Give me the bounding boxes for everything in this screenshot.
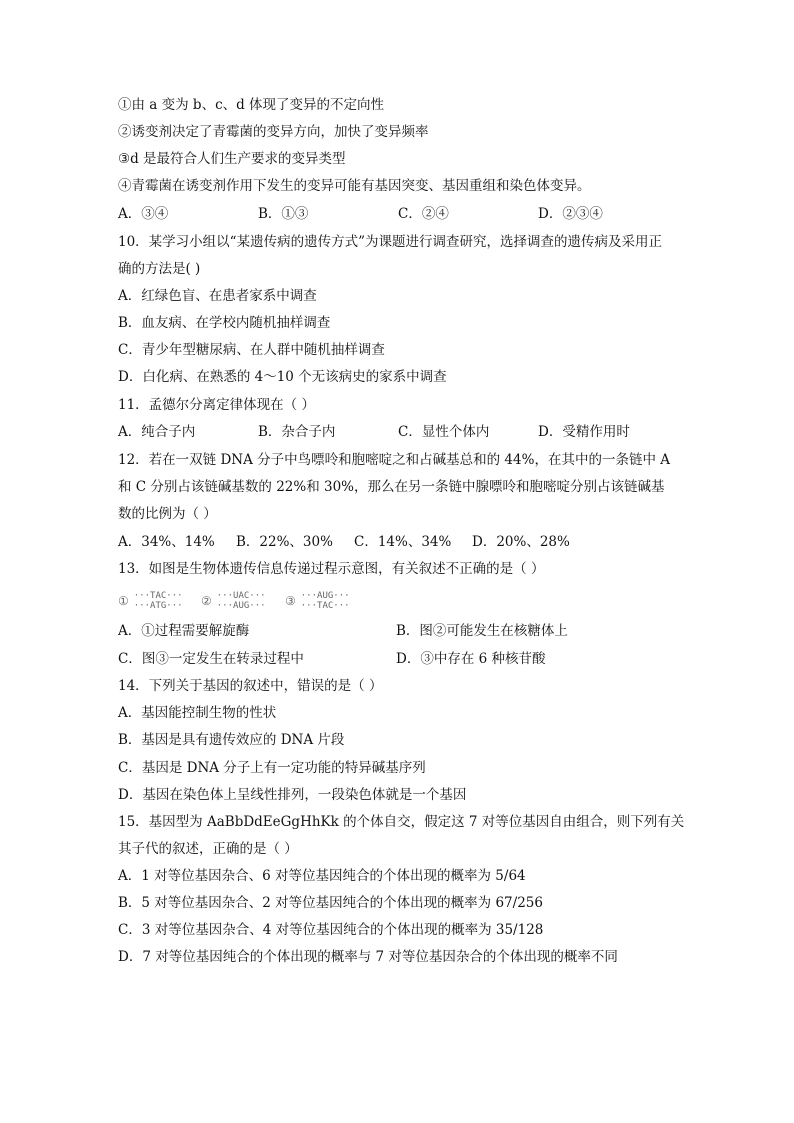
q12-option-d: D．20%、28% [472,534,570,550]
q15-stem-line-2: 其子代的叙述，正确的是（ ） [118,841,298,857]
q13-option-b: B．图②可能发生在核糖体上 [396,623,568,639]
q11-option-c: C．显性个体内 [398,424,490,440]
diagram-3-top-strand: ···AUG··· [300,591,350,601]
q15-stem-line-1: 15．基因型为 AaBbDdEeGgHhKk 的个体自交，假定这 7 对等位基因自由组合，则下列有关 [118,814,685,830]
q12-stem-line-3: 数的比例为（ ） [118,506,217,522]
q15-option-d: D．7 对等位基因纯合的个体出现的概率与 7 对等位基因杂合的个体出现的概率不同 [118,949,618,965]
q9-option-b: B．①③ [258,206,309,222]
q12-option-b: B．22%、30% [236,534,333,550]
q13-stem: 13．如图是生物体遗传信息传递过程示意图，有关叙述不正确的是（ ） [118,561,545,577]
q13-option-d: D．③中存在 6 种核苷酸 [396,651,546,667]
diagram-2-number: ② [201,594,212,608]
q15-option-a: A．1 对等位基因杂合、6 对等位基因纯合的个体出现的概率为 5/64 [118,868,526,884]
diagram-1 [118,591,183,611]
diagram-2-top-strand: ···UAC··· [216,591,266,601]
q12-stem-line-1: 12．若在一双链 DNA 分子中鸟嘌呤和胞嘧啶之和占碱基总和的 44%，在其中的一条链中 A [118,452,670,468]
q9-statement-2: ②诱变剂决定了青霉菌的变异方向，加快了变异频率 [118,124,429,140]
q9-statement-1: ①由 a 变为 b、c、d 体现了变异的不定向性 [118,97,385,113]
q12-option-c: C．14%、34% [354,534,452,550]
q10-option-d: D．白化病、在熟悉的 4～10 个无该病史的家系中调查 [118,369,447,385]
diagram-3 [285,591,350,611]
q10-option-c: C．青少年型糖尿病、在人群中随机抽样调查 [118,342,385,358]
q14-option-d: D．基因在染色体上呈线性排列，一段染色体就是一个基因 [118,787,467,803]
q13-option-a: A．①过程需要解旋酶 [118,623,250,639]
q14-option-c: C．基因是 DNA 分子上有一定功能的特异碱基序列 [118,760,426,776]
q13-strand-diagram [118,591,378,615]
q9-option-a: A．③④ [118,206,169,222]
q11-stem: 11．孟德尔分离定律体现在（ ） [118,397,315,413]
q9-statement-4: ④青霉菌在诱变剂作用下发生的变异可能有基因突变、基因重组和染色体变异。 [118,178,591,194]
diagram-2-bottom-strand: ···AUG··· [216,601,266,611]
diagram-1-bottom-strand: ···ATG··· [133,601,183,611]
diagram-3-number: ③ [285,594,296,608]
q12-stem-line-2: 和 C 分别占该链碱基数的 22%和 30%，那么在另一条链中腺嘌呤和胞嘧啶分别占该链碱基 [118,479,665,495]
q14-stem: 14．下列关于基因的叙述中，错误的是（ ） [118,678,383,694]
q10-option-b: B．血友病、在学校内随机抽样调查 [118,315,331,331]
diagram-1-number: ① [118,594,129,608]
diagram-1-top-strand: ···TAC··· [133,591,183,601]
q15-option-b: B．5 对等位基因杂合、2 对等位基因纯合的个体出现的概率为 67/256 [118,895,543,911]
q10-stem-line-2: 确的方法是( ) [118,261,201,277]
q14-option-a: A．基因能控制生物的性状 [118,705,277,721]
q9-statement-3: ③d 是最符合人们生产要求的变异类型 [118,151,346,167]
q12-option-a: A．34%、14% [118,534,215,550]
q15-option-c: C．3 对等位基因杂合、4 对等位基因纯合的个体出现的概率为 35/128 [118,922,544,938]
q10-stem-line-1: 10．某学习小组以“某遗传病的遗传方式”为课题进行调查研究，选择调查的遗传病及采用正 [118,234,662,250]
q10-option-a: A．红绿色盲、在患者家系中调查 [118,288,317,304]
q9-option-c: C．②④ [398,206,449,222]
q9-option-d: D．②③④ [538,206,603,222]
diagram-2 [201,591,266,611]
q13-option-c: C．图③一定发生在转录过程中 [118,651,304,667]
q11-option-b: B．杂合子内 [258,424,336,440]
q11-option-a: A．纯合子内 [118,424,196,440]
q14-option-b: B．基因是具有遗传效应的 DNA 片段 [118,732,345,748]
q11-option-d: D．受精作用时 [538,424,630,440]
diagram-3-bottom-strand: ···TAC··· [300,601,350,611]
